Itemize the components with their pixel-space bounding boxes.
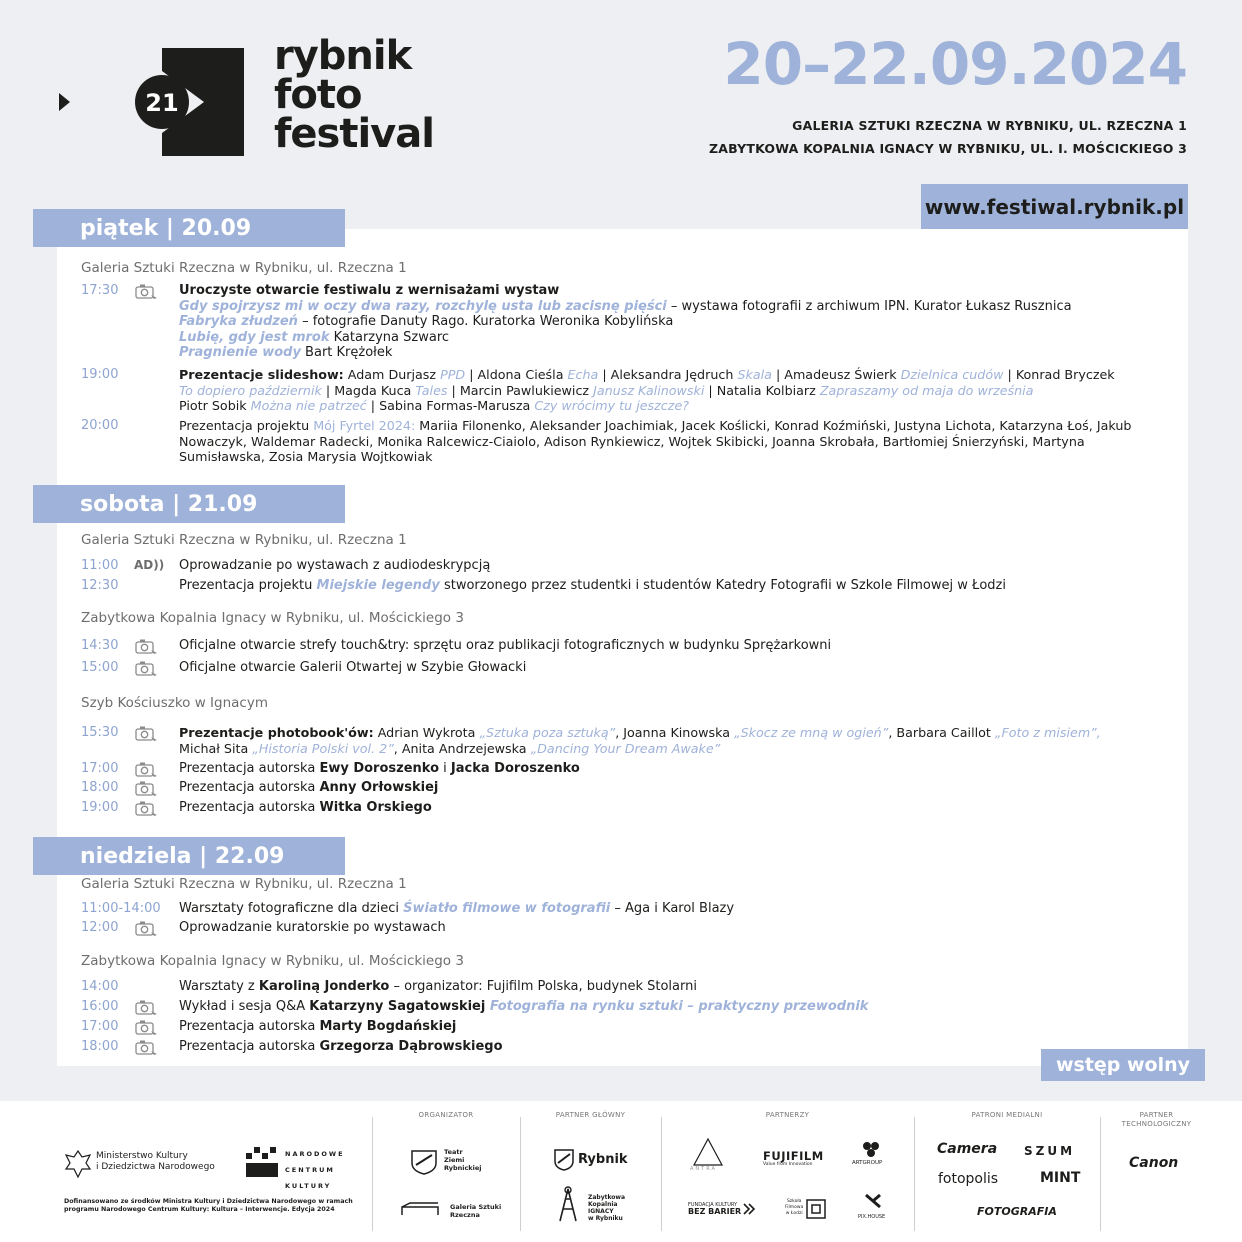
event-row bbox=[81, 660, 1162, 676]
exhibit-title: Lubię, gdy jest mrok bbox=[179, 329, 330, 345]
project-title: Mój Fyrtel 2024: bbox=[313, 418, 416, 433]
location-heading: Zabytkowa Kopalnia Ignacy w Rybniku, ul. Mościckiego 3 bbox=[81, 953, 464, 969]
event-text: Prezentacja autorska bbox=[179, 1039, 320, 1054]
festival-logo-text bbox=[274, 33, 434, 157]
author: | Sabina Formas-Marusza bbox=[366, 398, 535, 413]
work-title: PPD bbox=[440, 367, 466, 382]
camera-touch-icon bbox=[134, 638, 160, 654]
theatre-crest-icon bbox=[410, 1149, 438, 1175]
artist-name: Jacka Doroszenko bbox=[450, 761, 580, 776]
book-title: „Dancing Your Dream Awake” bbox=[530, 740, 721, 756]
org-theatre: Teatr Ziemi Rybnickiej bbox=[444, 1148, 482, 1172]
canon-logo: Canon bbox=[1129, 1155, 1179, 1171]
exhibit-title: Pragnienie wody bbox=[179, 345, 301, 360]
day-tab-friday: piątek | 20.09 bbox=[33, 209, 345, 247]
work-title: To dopiero październik bbox=[179, 382, 322, 398]
tech-partner-heading: PARTNER TECHNOLOGICZNY bbox=[1121, 1111, 1192, 1128]
venue-2: ZABYTKOWA KOPALNIA IGNACY W RYBNIKU, UL. I. MOŚCICKIEGO 3 bbox=[708, 141, 1187, 156]
event-row bbox=[81, 283, 1162, 361]
funding-note: Dofinansowano ze środków Ministra Kultury i Dziedzictwa Narodowego w ramach programu Narodowego Centrum Kultury: Kultura – Interwencje. Edycja 2024 bbox=[64, 1198, 353, 1213]
gallery-building-icon bbox=[400, 1201, 440, 1217]
event-time: 15:00 bbox=[81, 660, 119, 675]
fujifilm-logo: FUJIFILM bbox=[763, 1149, 824, 1163]
artist-name: Marty Bogdańskiej bbox=[319, 1019, 457, 1034]
main-partner-heading: PARTNER GŁÓWNY bbox=[555, 1111, 626, 1119]
camera-touch-icon bbox=[134, 800, 160, 816]
sponsors-footer bbox=[0, 1101, 1242, 1242]
fotopolis-logo: fotopolis bbox=[938, 1171, 999, 1187]
artgroup-icon bbox=[862, 1141, 880, 1157]
event-text: Oprowadzanie kuratorskie po wystawach bbox=[179, 920, 446, 935]
event-time: 19:00 bbox=[81, 800, 119, 815]
mint-logo: MINT bbox=[1040, 1170, 1081, 1186]
media-heading: PATRONI MEDIALNI bbox=[971, 1111, 1043, 1119]
ministry-name: Ministerstwo Kultury i Dziedzictwa Narodowego bbox=[96, 1151, 215, 1172]
logo-line-3: festival bbox=[274, 111, 434, 157]
antra-text: ANTRA bbox=[690, 1166, 717, 1172]
event-row bbox=[81, 578, 1162, 594]
event-lead: Prezentacje slideshow: bbox=[179, 367, 344, 382]
artist-name: Karoliną Jonderko bbox=[258, 979, 390, 994]
event-time: 17:00 bbox=[81, 1019, 119, 1034]
exhibit-detail: – wystawa fotografii z archiwum IPN. Kurator Łukasz Rusznica bbox=[666, 298, 1072, 314]
venue-1: GALERIA SZTUKI RZECZNA W RYBNIKU, UL. RZECZNA 1 bbox=[792, 118, 1187, 133]
event-text: Oprowadzanie po wystawach z audiodeskrypcją bbox=[179, 558, 491, 573]
pixhouse-text: PIX.HOUSE bbox=[858, 1214, 886, 1220]
event-text: i bbox=[439, 761, 451, 776]
event-text: Oficjalne otwarcie strefy touch&try: sprzętu oraz publikacji fotograficznych w budynku Sprężarkowni bbox=[179, 638, 832, 653]
exhibit-title: Fabryka złudzeń bbox=[179, 314, 298, 329]
edition-number: 21 bbox=[145, 89, 179, 117]
rybnik-crest-icon bbox=[554, 1149, 574, 1171]
event-lead: Prezentacje photobook'ów: bbox=[179, 725, 374, 740]
event-time: 20:00 bbox=[81, 418, 119, 433]
festival-dates: 20–22.09.2024 bbox=[723, 30, 1187, 98]
location-heading: Galeria Sztuki Rzeczna w Rybniku, ul. Rzeczna 1 bbox=[81, 260, 407, 276]
event-time: 19:00 bbox=[81, 367, 119, 382]
event-row bbox=[81, 1019, 1162, 1035]
camera-touch-icon bbox=[134, 283, 160, 299]
artist-name: Ewy Doroszenko bbox=[319, 761, 439, 776]
event-time: 18:00 bbox=[81, 780, 119, 795]
author: | Konrad Bryczek bbox=[1003, 367, 1115, 382]
work-title: Skala bbox=[737, 367, 772, 382]
event-title: Uroczyste otwarcie festiwalu z wernisażami wystaw bbox=[179, 283, 560, 298]
event-text: stworzonego przez studentki i studentów Katedry Fotografii w Szkole Filmowej w Łodzi bbox=[439, 578, 1006, 593]
exhibit-detail: Bart Krężołek bbox=[300, 345, 393, 360]
event-text: Prezentacja projektu bbox=[179, 578, 317, 593]
audio-description-icon: AD)) bbox=[134, 558, 165, 572]
event-time: 11:00 bbox=[81, 558, 119, 573]
event-lead: Prezentacja projektu bbox=[179, 418, 314, 433]
fotografia-logo: FOTOGRAFIA bbox=[977, 1205, 1057, 1218]
participant-names: Mariia Filonenko, Aleksander Joachimiak, Jacek Koślicki, Konrad Koźmiński, Justyna Lichota, Katarzyna Łoś, Jakub Nowaczyk, Waldemar Radecki, Monika Ralcewicz-Ciaiolo, Adison Rynkiewicz, Wojtek Skibicki, Joanna Skrobała, Bartłomiej Śnierzyński, Martyna Sumisławska, Zosia Marysia Wojtkowiak bbox=[179, 418, 1132, 464]
author: | Aleksandra Jędruch bbox=[598, 367, 738, 382]
book-title: „Foto z misiem”, bbox=[994, 725, 1101, 740]
festival-logo-mark bbox=[132, 48, 244, 156]
camera-touch-icon bbox=[134, 1039, 160, 1055]
camera-touch-icon bbox=[134, 999, 160, 1015]
mine-tower-icon bbox=[556, 1185, 580, 1223]
artist-name: Katarzyny Sagatowskiej bbox=[309, 999, 486, 1014]
book-title: „Sztuka poza sztuką” bbox=[479, 725, 616, 740]
artist-name: Witka Orskiego bbox=[319, 800, 432, 815]
festival-url-link[interactable]: www.festiwal.rybnik.pl bbox=[921, 184, 1188, 229]
exhibit-detail: – fotografie Danuty Rago. Kuratorka Weronika Kobylińska bbox=[297, 314, 674, 329]
author: , Joanna Kinowska bbox=[615, 725, 735, 740]
film-school-icon bbox=[806, 1199, 826, 1219]
bez-barier-icon bbox=[742, 1202, 756, 1216]
event-text: Prezentacja autorska bbox=[179, 761, 320, 776]
location-heading: Szyb Kościuszko w Ignacym bbox=[81, 695, 268, 711]
exhibit-detail: Katarzyna Szwarc bbox=[329, 329, 450, 345]
event-row bbox=[81, 979, 1162, 995]
author: Michał Sita bbox=[179, 740, 253, 756]
location-heading: Galeria Sztuki Rzeczna w Rybniku, ul. Rzeczna 1 bbox=[81, 876, 407, 892]
event-row bbox=[81, 367, 1162, 414]
book-title: „Skocz ze mną w ogień” bbox=[734, 725, 889, 740]
event-row bbox=[81, 418, 1162, 465]
event-text: Prezentacja autorska bbox=[179, 780, 320, 795]
workshop-title: Światło filmowe w fotografii bbox=[403, 901, 611, 916]
event-text: Prezentacja autorska bbox=[179, 800, 320, 815]
play-icon bbox=[59, 93, 70, 111]
partners-heading: PARTNERZY bbox=[765, 1111, 810, 1119]
camera-touch-icon bbox=[134, 780, 160, 796]
film-school-text: Szkoła Filmowa w Łodzi bbox=[785, 1199, 804, 1216]
event-row bbox=[81, 725, 1162, 756]
book-title: „Historia Polski vol. 2” bbox=[252, 740, 394, 756]
event-row bbox=[81, 638, 1162, 654]
event-text: – organizator: Fujifilm Polska, budynek Stolarni bbox=[389, 979, 697, 994]
szum-logo: SZUM bbox=[1024, 1144, 1076, 1158]
artist-name: Grzegorza Dąbrowskiego bbox=[319, 1039, 503, 1054]
event-row bbox=[81, 761, 1162, 777]
work-title: Czy wrócimy tu jeszcze? bbox=[534, 398, 689, 413]
event-row bbox=[81, 920, 1162, 936]
event-row bbox=[81, 558, 1162, 574]
mine-logo: Zabytkowa Kopalnia IGNACY w Rybniku bbox=[588, 1194, 626, 1222]
exhibit-title: Gdy spojrzysz mi w oczy dwa razy, rozchylę usta lub zacisnę pięści bbox=[179, 298, 667, 314]
work-title: Zapraszamy od maja do września bbox=[819, 382, 1034, 398]
event-time: 14:30 bbox=[81, 638, 119, 653]
event-row bbox=[81, 800, 1162, 816]
author: Adam Durjasz bbox=[343, 367, 441, 382]
author: | Aldona Cieśla bbox=[465, 367, 568, 382]
event-time: 12:00 bbox=[81, 920, 119, 935]
location-heading: Zabytkowa Kopalnia Ignacy w Rybniku, ul. Mościckiego 3 bbox=[81, 610, 464, 626]
camera-logo: Camera bbox=[937, 1141, 998, 1157]
logo-line-1: rybnik bbox=[274, 33, 412, 79]
org-gallery: Galeria Sztuki Rzeczna bbox=[450, 1203, 502, 1219]
fujifilm-tagline: Value from Innovation bbox=[763, 1162, 813, 1167]
logo-line-2: foto bbox=[274, 72, 362, 118]
author: | Natalia Kolbiarz bbox=[704, 382, 820, 398]
work-title: Janusz Kalinowski bbox=[593, 382, 705, 398]
rybnik-logo: Rybnik bbox=[578, 1152, 628, 1167]
event-time: 12:30 bbox=[81, 578, 119, 593]
artgroup-text: ARTGROUP bbox=[852, 1160, 883, 1166]
work-title: Tales bbox=[415, 382, 448, 398]
bez-barier-logo: BEZ BARIER bbox=[688, 1207, 742, 1216]
event-time: 17:30 bbox=[81, 283, 119, 298]
event-row bbox=[81, 901, 1162, 917]
free-entry-badge: wstęp wolny bbox=[1041, 1049, 1205, 1081]
camera-touch-icon bbox=[134, 725, 160, 741]
event-text: Warsztaty fotograficzne dla dzieci bbox=[179, 901, 404, 916]
event-time: 16:00 bbox=[81, 999, 119, 1014]
eagle-emblem-icon bbox=[64, 1149, 92, 1179]
author: | Magda Kuca bbox=[321, 382, 416, 398]
day-tab-saturday: sobota | 21.09 bbox=[33, 485, 345, 523]
lecture-title: Fotografia na rynku sztuki – praktyczny przewodnik bbox=[485, 999, 869, 1014]
event-text: Oficjalne otwarcie Galerii Otwartej w Szybie Głowacki bbox=[179, 660, 527, 675]
event-row bbox=[81, 1039, 1162, 1055]
event-time: 15:30 bbox=[81, 725, 119, 740]
camera-touch-icon bbox=[134, 660, 160, 676]
work-title: Echa bbox=[567, 367, 599, 382]
nck-logo-icon bbox=[245, 1145, 279, 1179]
work-title: Można nie patrzeć bbox=[250, 398, 367, 413]
author: Adrian Wykrota bbox=[373, 725, 480, 740]
author: | Amadeusz Świerk bbox=[771, 367, 901, 382]
author: Piotr Sobik bbox=[179, 398, 251, 413]
event-text: Prezentacja autorska bbox=[179, 1019, 320, 1034]
event-row bbox=[81, 999, 1162, 1015]
author: | Marcin Pawlukiewicz bbox=[447, 382, 594, 398]
event-time: 14:00 bbox=[81, 979, 119, 994]
event-time: 17:00 bbox=[81, 761, 119, 776]
camera-touch-icon bbox=[134, 920, 160, 936]
pixhouse-icon bbox=[864, 1193, 882, 1209]
location-heading: Galeria Sztuki Rzeczna w Rybniku, ul. Rzeczna 1 bbox=[81, 532, 407, 548]
day-tab-sunday: niedziela | 22.09 bbox=[33, 837, 345, 875]
event-time: 11:00-14:00 bbox=[81, 901, 161, 916]
nck-name: NARODOWE CENTRUM KULTURY bbox=[285, 1150, 345, 1190]
camera-touch-icon bbox=[134, 761, 160, 777]
event-text: Warsztaty z bbox=[179, 979, 259, 994]
event-row bbox=[81, 780, 1162, 796]
artist-name: Anny Orłowskiej bbox=[319, 780, 439, 795]
event-time: 18:00 bbox=[81, 1039, 119, 1054]
bez-barier-small: FUNDACJA KULTURY bbox=[688, 1202, 738, 1208]
camera-touch-icon bbox=[134, 1019, 160, 1035]
work-title: Dzielnica cudów bbox=[900, 367, 1004, 382]
project-title: Miejskie legendy bbox=[316, 578, 440, 593]
author: , Barbara Caillot bbox=[888, 725, 995, 740]
organizer-heading: ORGANIZATOR bbox=[418, 1111, 474, 1119]
event-text: – Aga i Karol Blazy bbox=[610, 901, 735, 916]
author: , Anita Andrzejewska bbox=[393, 740, 531, 756]
event-text: Wykład i sesja Q&A bbox=[179, 999, 310, 1014]
